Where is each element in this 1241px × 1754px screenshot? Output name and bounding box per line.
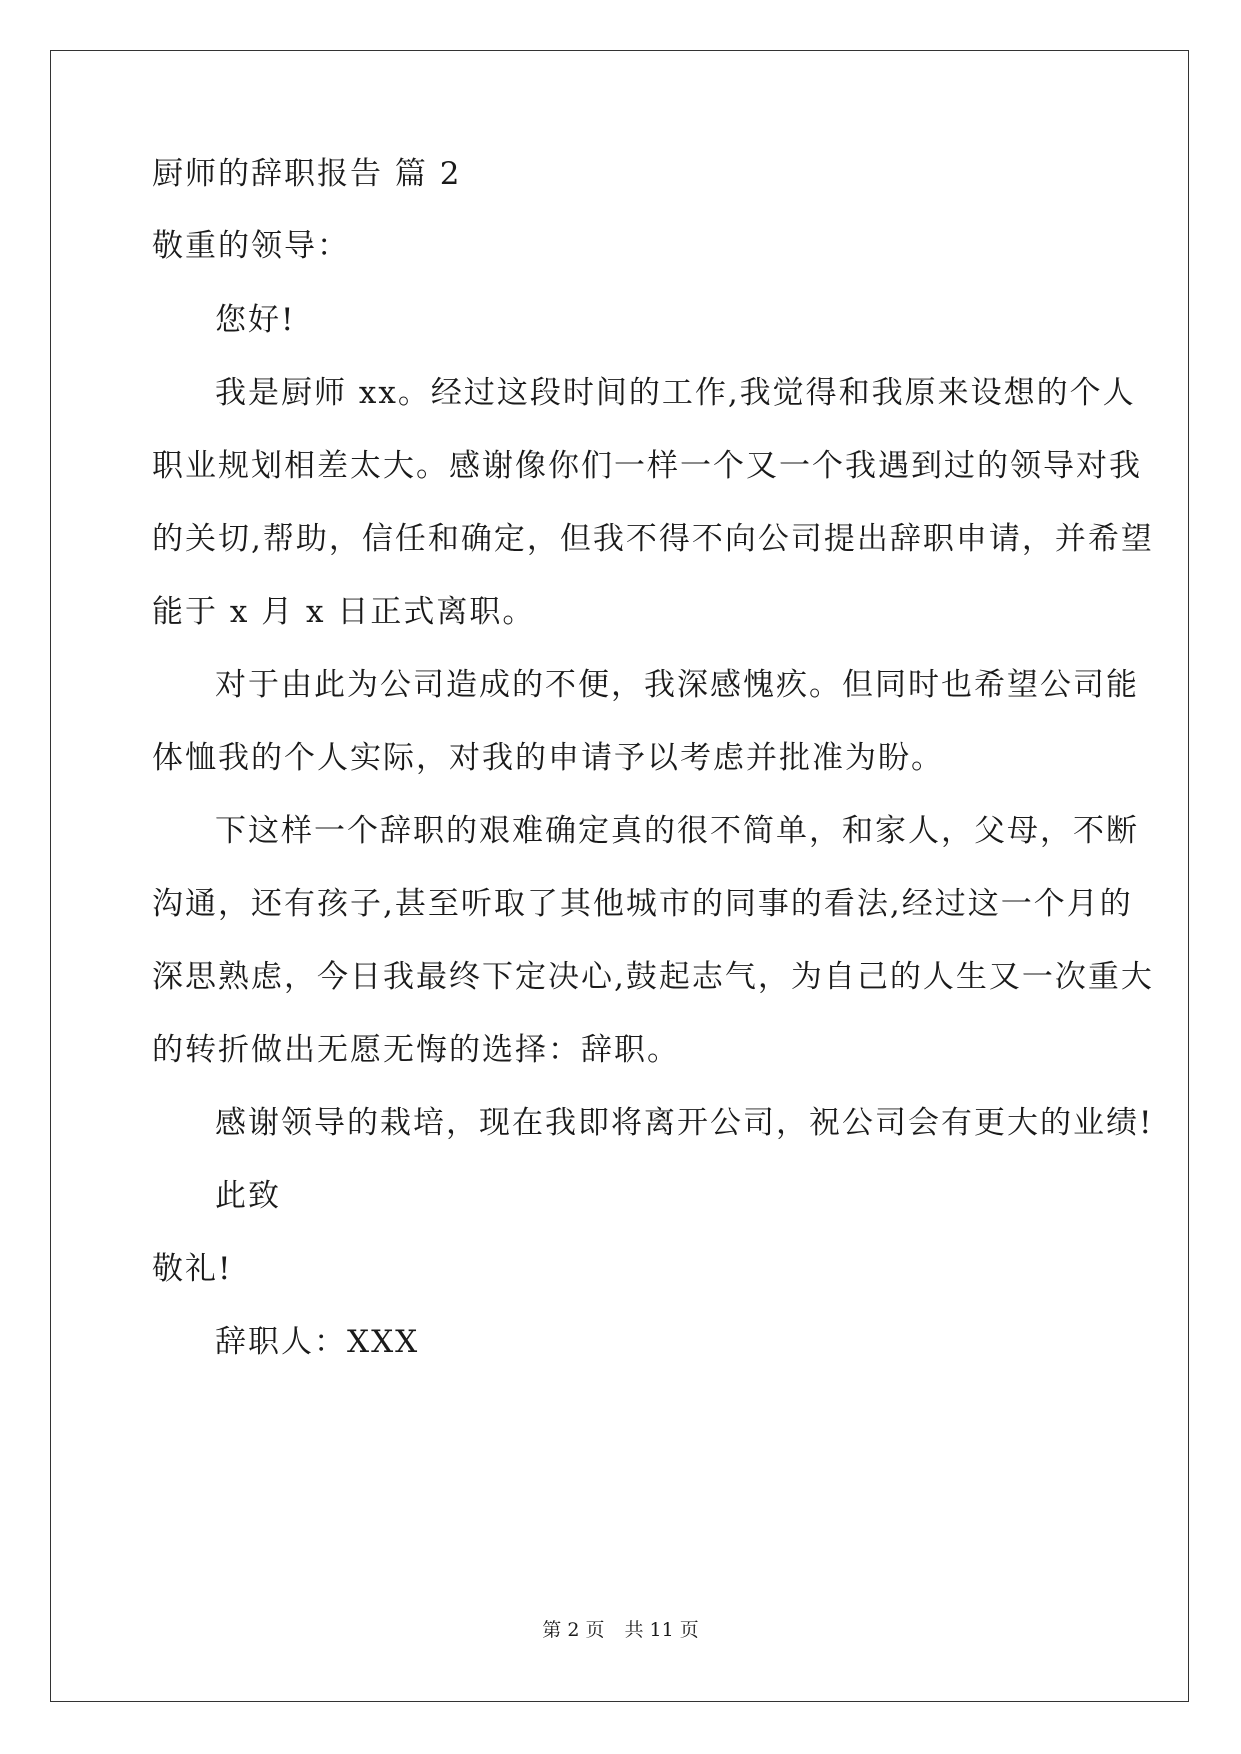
- document-title: 厨师的辞职报告 篇 2: [152, 156, 462, 192]
- paragraph-2-line-2: 体恤我的个人实际，对我的申请予以考虑并批准为盼。: [152, 740, 944, 776]
- paragraph-1-line-2: 职业规划相差太大。感谢像你们一样一个又一个我遇到过的领导对我: [152, 448, 1142, 484]
- paragraph-3-line-4: 的转折做出无愿无悔的选择：辞职。: [152, 1032, 680, 1068]
- page-number-total: 共 11 页: [624, 1619, 699, 1641]
- closing-line-1: 此致: [215, 1178, 281, 1214]
- page-border: [50, 50, 1189, 1702]
- paragraph-1-line-3: 的关切,帮助，信任和确定，但我不得不向公司提出辞职申请，并希望: [152, 521, 1154, 557]
- page-number-current: 第 2 页: [542, 1619, 605, 1641]
- paragraph-3-line-2: 沟通，还有孩子,甚至听取了其他城市的同事的看法,经过这一个月的: [152, 886, 1133, 922]
- greeting: 您好!: [215, 302, 296, 338]
- paragraph-3-line-1: 下这样一个辞职的艰难确定真的很不简单，和家人，父母，不断: [215, 813, 1139, 849]
- paragraph-2-line-1: 对于由此为公司造成的不便，我深感愧疚。但同时也希望公司能: [215, 667, 1139, 703]
- paragraph-1-line-1: 我是厨师 xx。经过这段时间的工作,我觉得和我原来设想的个人: [215, 375, 1136, 411]
- closing-line-2: 敬礼!: [152, 1251, 233, 1287]
- paragraph-4: 感谢领导的栽培，现在我即将离开公司，祝公司会有更大的业绩!: [215, 1105, 1154, 1141]
- paragraph-1-line-4: 能于 x 月 x 日正式离职。: [152, 594, 536, 630]
- paragraph-3-line-3: 深思熟虑，今日我最终下定决心,鼓起志气，为自己的人生又一次重大: [152, 959, 1154, 995]
- salutation: 敬重的领导：: [152, 228, 350, 264]
- signature: 辞职人：XXX: [215, 1324, 420, 1360]
- page-footer: [0, 1618, 1241, 1642]
